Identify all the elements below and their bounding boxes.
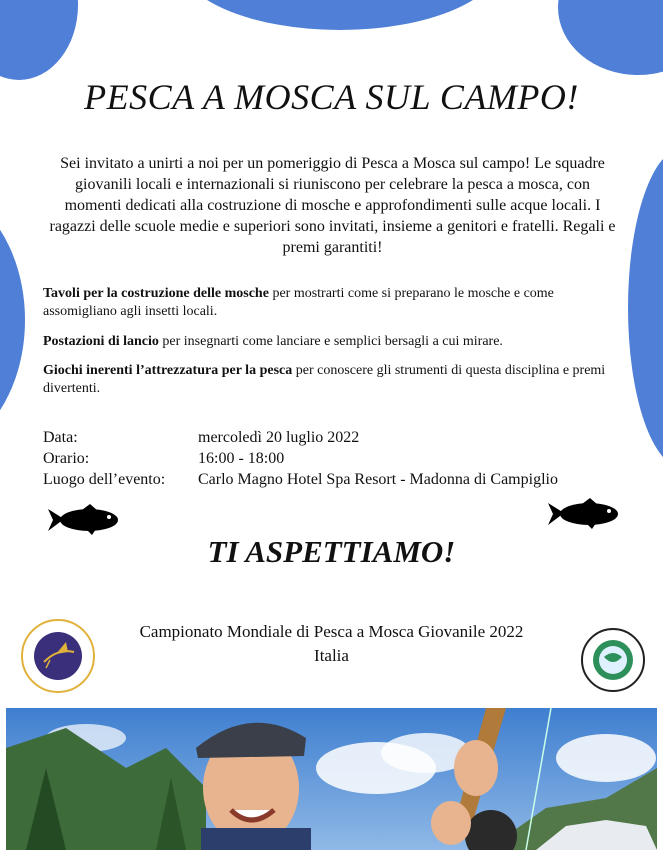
event-details	[43, 427, 558, 490]
feature-fly-tying	[43, 285, 618, 321]
page-title: PESCA A MOSCA SUL CAMPO!	[84, 77, 579, 117]
feature-text: per insegnarti come lanciare e semplici bersagli a cui mirare.	[158, 334, 503, 349]
decorative-blob-top-right	[558, 0, 663, 75]
championship-country: Italia	[314, 646, 349, 665]
feature-title: Giochi inerenti l’attrezzatura per la pesca	[43, 363, 293, 378]
welcome-heading: TI ASPETTIAMO!	[207, 534, 456, 569]
date-value: mercoledì 20 luglio 2022	[198, 429, 360, 446]
time-label: Orario:	[43, 450, 90, 467]
event-time-row	[43, 448, 558, 469]
date-label: Data:	[43, 429, 78, 446]
feature-title: Postazioni di lancio	[43, 334, 159, 349]
decorative-blob-top-left	[0, 0, 78, 80]
decorative-blob-top-center	[178, 0, 502, 30]
place-value: Carlo Magno Hotel Spa Resort - Madonna di Campiglio	[198, 471, 558, 488]
place-label: Luogo dell’evento:	[43, 471, 166, 488]
intro-paragraph: Sei invitato a unirti a noi per un pomeriggio di Pesca a Mosca sul campo! Le squadre giovanili locali e internazionali si riuniscono per celebrare la pesca a mosca, con momenti dedicati alla costruzione di mosche e approfondimenti sulle acque locali. I ragazzi delle scuole medie e superiori sono invitati, insieme a genitori e fratelli. Regali e premi garantiti!	[49, 155, 616, 256]
event-date-row	[43, 427, 558, 448]
child-fishing-photo	[6, 708, 657, 850]
feature-games	[43, 362, 618, 398]
feature-text: per mostrarti come si preparano le mosche e come assomigliano agli insetti locali.	[43, 286, 554, 319]
decorative-blob-left	[0, 185, 25, 455]
feature-casting	[43, 333, 618, 351]
fish-icon	[46, 503, 120, 537]
decorative-blob-right	[628, 148, 663, 468]
event-place-row	[43, 469, 558, 490]
time-value: 16:00 - 18:00	[198, 450, 285, 467]
championship-caption	[0, 620, 663, 668]
fish-icon	[546, 497, 620, 531]
championship-name: Campionato Mondiale di Pesca a Mosca Giovanile 2022	[139, 622, 524, 641]
feature-text: per conoscere gli strumenti di questa disciplina e premi divertenti.	[43, 363, 606, 396]
feature-title: Tavoli per la costruzione delle mosche	[43, 286, 269, 301]
